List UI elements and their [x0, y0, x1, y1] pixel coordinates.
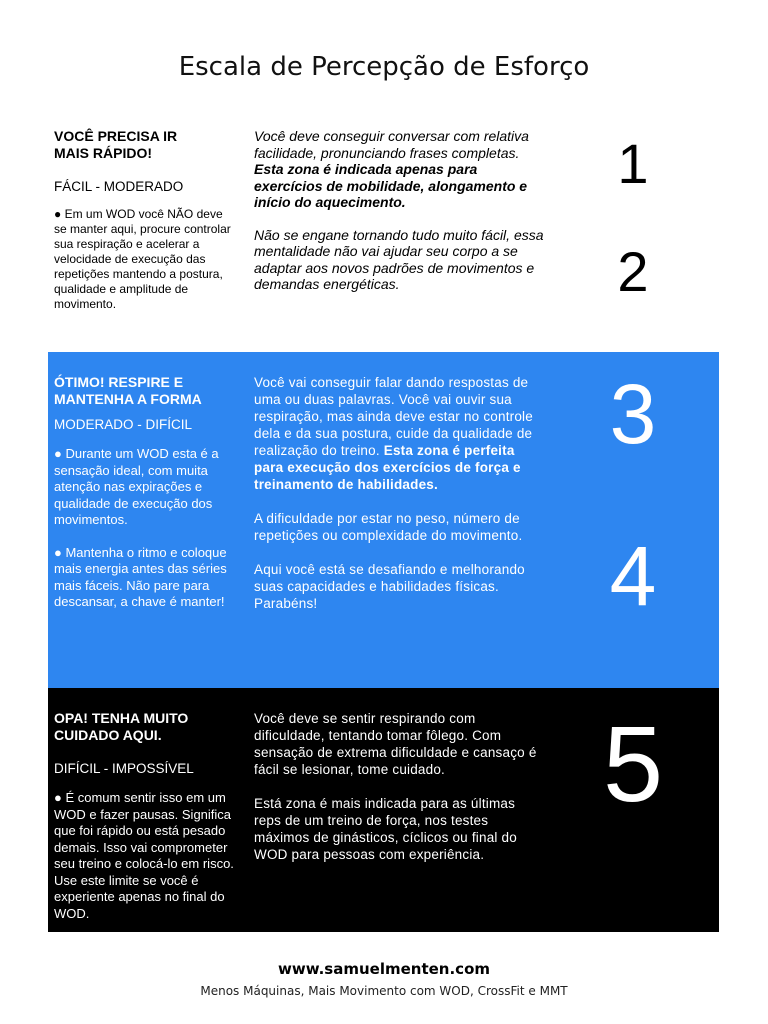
zone-3-paragraph-2-text: Está zona é mais indicada para as últimas reps de um treino de força, nos testes máximos de ginásticos, cíclicos ou final do WOD para pessoas com experiência.	[254, 796, 517, 862]
zone-2-paragraph-2	[254, 510, 544, 544]
zone-moderate-hard	[48, 352, 719, 688]
scale-number-3: 3	[609, 367, 657, 461]
zone-2-heading: ÓTIMO! RESPIRE E MANTENHA A FORMA	[54, 374, 202, 407]
zone-3-paragraph-1	[254, 710, 544, 778]
zone-2-paragraph-2-text: A dificuldade por estar no peso, número de repetições ou complexidade do movimento.	[254, 511, 523, 543]
zone-1-description	[254, 128, 544, 293]
zone-2-paragraph-3	[254, 561, 544, 612]
zone-easy-moderate	[48, 118, 719, 352]
zone-1-left-column	[54, 128, 236, 312]
zone-2-description	[254, 374, 544, 612]
zone-1-level: FÁCIL - MODERADO	[54, 179, 184, 194]
zone-1-paragraph-2-text: Não se engane tornando tudo muito fácil, essa mentalidade não vai ajudar seu corpo a se adaptar aos novos padrões de movimentos e demandas energéticas.	[254, 226, 544, 292]
zone-2-paragraph-3-text: Aqui você está se desafiando e melhorando suas capacidades e habilidades físicas. Parabéns!	[254, 562, 525, 611]
zone-2-paragraph-1-text: Você vai conseguir falar dando respostas de uma ou duas palavras. Você vai ouvir sua respiração, mas ainda deve estar no controle dela e da sua postura, cuide da qualidade de realização do treino.	[254, 375, 533, 458]
zone-3-paragraph-1-text: Você deve se sentir respirando com dificuldade, tentando tomar fôlego. Com sensação de extrema dificuldade e cansaço é fácil se lesionar, tome cuidado.	[254, 711, 537, 777]
zone-2-paragraph-1-bold: Esta zona é perfeita para execução dos exercícios de força e treinamento de habilidades.	[254, 443, 521, 492]
zone-1-bullet: ● Em um WOD você NÃO deve se manter aqui, procure controlar sua respiração e acelerar a velocidade de execução das repetições mantendo a postura, qualidade e amplitude de movimento.	[54, 207, 231, 311]
scale-number-5: 5	[602, 703, 664, 824]
zone-2-left-column	[54, 374, 236, 611]
page-title: Escala de Percepção de Esforço	[178, 52, 590, 82]
zone-2-level: MODERADO - DIFÍCIL	[54, 417, 193, 432]
scale-number-1: 1	[617, 132, 649, 195]
zone-1-paragraph-1-bold: Esta zona é indicada apenas para exercícios de mobilidade, alongamento e início do aquecimento.	[254, 161, 528, 210]
scale-number-4: 4	[609, 529, 657, 623]
zone-1-paragraph-1	[254, 128, 544, 211]
zone-2-paragraph-1	[254, 374, 544, 493]
scale-number-2: 2	[617, 240, 649, 303]
zone-2-bullet-2: ● Mantenha o ritmo e coloque mais energia antes das séries mais fáceis. Não pare para descansar, a chave é manter!	[54, 544, 227, 609]
zone-3-description	[254, 710, 544, 863]
zone-1-paragraph-1-text: Você deve conseguir conversar com relativa facilidade, pronunciando frases completas.	[254, 128, 529, 161]
zone-2-bullet-1: ● Durante um WOD esta é a sensação ideal, com muita atenção nas expirações e qualidade de execução dos movimentos.	[54, 446, 219, 527]
zone-3-paragraph-2	[254, 795, 544, 863]
footer-website[interactable]: www.samuelmenten.com	[277, 960, 490, 978]
zone-3-heading: OPA! TENHA MUITO CUIDADO AQUI.	[54, 710, 189, 743]
zone-3-bullet: ● É comum sentir isso em um WOD e fazer pausas. Significa que foi rápido ou está pesado demais. Isso vai comprometer seu treino e colocá-lo em risco. Use este limite se você é experiente apenas no final do WOD.	[54, 790, 234, 921]
zone-3-level: DIFÍCIL - IMPOSSÍVEL	[54, 761, 194, 776]
zone-1-paragraph-2	[254, 227, 544, 293]
footer-tagline: Menos Máquinas, Mais Movimento com WOD, CrossFit e MMT	[200, 984, 568, 998]
zone-1-heading: VOCÊ PRECISA IR MAIS RÁPIDO!	[54, 128, 178, 161]
zone-hard-impossible	[48, 688, 719, 932]
zone-3-left-column	[54, 710, 236, 922]
